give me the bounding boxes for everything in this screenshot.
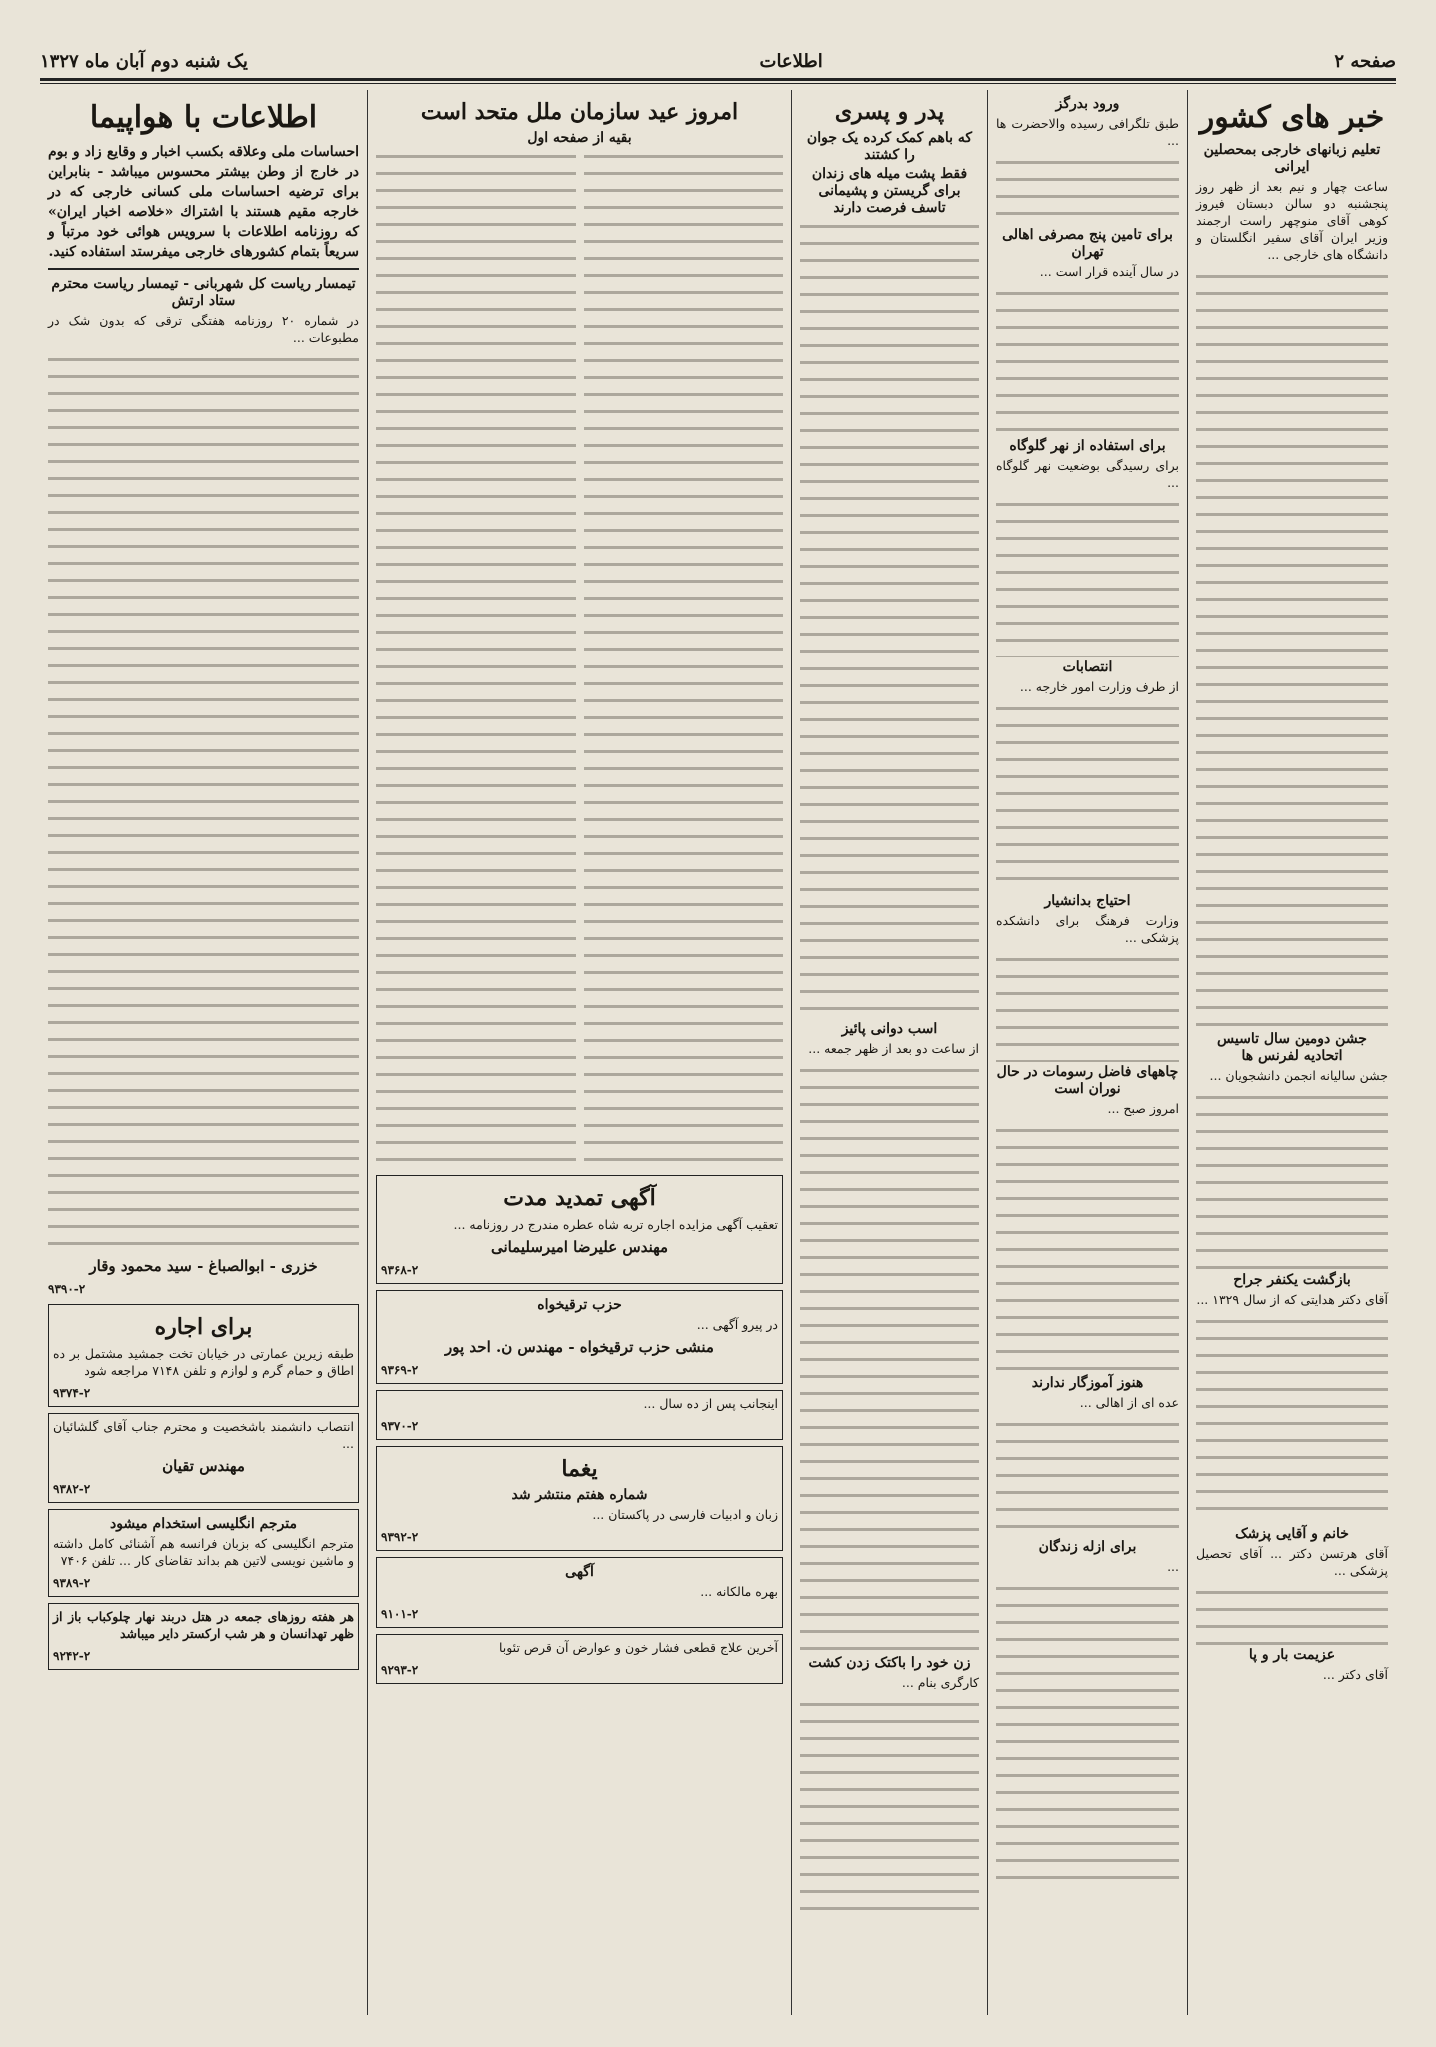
news-heading: عزیمت بار و پا (1248, 1647, 1336, 1663)
rent-title: برای اجاره (154, 1314, 253, 1340)
text-block (996, 1123, 1179, 1373)
news-text: آقای دکتر هدایتی که از سال ۱۳۲۹ ... (1196, 1292, 1388, 1307)
news-text: امروز صبح ... (1107, 1101, 1179, 1116)
appointment-signature: مهندس تقیان (162, 1457, 245, 1475)
text-block (800, 1063, 979, 1653)
translator-code: ۹۳۸۹-۲ (53, 1576, 91, 1590)
notice-body: در پیرو آگهی ... (696, 1317, 778, 1332)
notice-party (376, 1290, 783, 1384)
page-header (40, 48, 1396, 74)
crime-title: پدر و پسری (834, 99, 945, 125)
un-title: امروز عید سازمان ملل متحد است (420, 99, 739, 125)
letter-signature: خزری - ابوالصباغ - سید محمود وقار (89, 1257, 318, 1275)
notice-body: اینجانب پس از ده سال ... (643, 1396, 778, 1411)
news-heading: ورود بدرگز (1055, 96, 1120, 112)
rent-body: طبقه زیرین عمارتی در خیابان تخت جمشید مشتمل بر ده اطاق و حمام گرم و لوازم و تلفن ۷۱۴۸ مراجعه شود (53, 1346, 354, 1378)
notice-title: یغما (561, 1456, 598, 1482)
notice-personal (376, 1390, 783, 1440)
appointment-body: انتصاب دانشمند باشخصیت و محترم جناب آقای گلشائیان ... (53, 1419, 354, 1451)
column-airmail (40, 90, 368, 2015)
notice-code: ۹۳۶۹-۲ (381, 1363, 419, 1377)
text-block (376, 149, 576, 1169)
un-subtitle: بقیه از صفحه اول (527, 130, 632, 146)
notice-body: آخرین علاج قطعی فشار خون و عوارض آن قرص تئوبا (498, 1640, 778, 1655)
notice-title: حزب ترقیخواه (537, 1297, 622, 1313)
letter-title: تیمسار ریاست کل شهربانی - تیمسار ریاست محترم ستاد ارتش (51, 276, 356, 309)
news-heading: برای ازله زندگان (1038, 1539, 1137, 1555)
news-text: جشن سالیانه انجمن دانشجویان ... (1209, 1068, 1388, 1083)
news-text: آقای هرتسن دکتر ... آقای تحصیل پزشکی ... (1196, 1546, 1388, 1578)
notice-body: بهره مالکانه ... (700, 1584, 778, 1599)
news-text: ... (1167, 1559, 1179, 1574)
text-block (996, 155, 1179, 225)
text-block (800, 1697, 979, 1917)
notice-code: ۹۱۰۱-۲ (381, 1607, 419, 1621)
rent-ad (48, 1304, 359, 1407)
page-number: صفحه ۲ (1334, 50, 1396, 72)
text-block (48, 352, 359, 1252)
column-crime (792, 90, 988, 2015)
notice-title: آگهی تمدید مدت (503, 1185, 656, 1211)
news-heading: برای استفاده از نهر گلوگاه (1009, 438, 1166, 454)
translator-title: مترجم انگلیسی استخدام میشود (109, 1516, 298, 1532)
header-rule (40, 78, 1396, 81)
airmail-lead: احساسات ملی وعلاقه بکسب اخبار و وقایع زاد و بوم در خارج از وطن بیشتر محسوس میباشد - بنابراین برای ترضیه احساسات ملی کسانی خارجی که در خارجه مقیم هستند با اشتراك «خلاصه اخبار ایران» که روزنامه اطلاعات با سرویس هوائی خود مرتباً و سریعاً بتمام کشورهای خارجی میفرستد استفاده کنید. (48, 144, 359, 260)
notice-subtitle: شماره هفتم منتشر شد (511, 1487, 648, 1503)
news-heading: جشن دومین سال تاسیس اتحادیه لفرنس ها (1217, 1031, 1367, 1064)
text-block (996, 1417, 1179, 1537)
text-block (1196, 1090, 1388, 1270)
letter-body: در شماره ۲۰ روزنامه هفتگی ترقی که بدون شک در مطبوعات ... (48, 313, 359, 345)
news-heading: انتصابات (1062, 659, 1113, 675)
paper-name: اطلاعات (759, 50, 823, 72)
text-block (800, 219, 979, 1019)
notice-code: ۹۲۹۳-۲ (381, 1663, 419, 1677)
news-text: از طرف وزارت امور خارجه ... (1019, 679, 1179, 694)
column-un-day (368, 90, 792, 2015)
notice-body: زبان و ادبیات فارسی در پاکستان ... (592, 1507, 778, 1522)
news-heading: زن خود را باکتک زدن کشت (808, 1655, 971, 1671)
news-heading: هنوز آموزگار ندارند (1031, 1375, 1144, 1391)
text-block (1196, 1314, 1388, 1524)
text-block (996, 1581, 1179, 1881)
restaurant-ad (48, 1603, 359, 1670)
crime-tagline: فقط پشت میله های زندان برای گریستن و پشیمانی تاسف فرصت دارند (811, 166, 968, 216)
header-rule-thin (40, 83, 1396, 84)
crime-subtitle: که باهم کمک کرده یک جوان را کشتند (806, 130, 973, 163)
news-title: خبر های کشور (1199, 100, 1385, 135)
notice-extension (376, 1175, 783, 1284)
notice-code: ۹۳۹۲-۲ (381, 1530, 419, 1544)
notice-code: ۹۳۷۰-۲ (381, 1419, 419, 1433)
news-heading: اسب دوانی پائیز (841, 1021, 938, 1037)
airmail-title: اطلاعات با هواپیما (89, 100, 318, 135)
news-text: از ساعت دو بعد از ظهر جمعه ... (808, 1041, 979, 1056)
news-heading: برای تامین پنج مصرفی اهالی تهران (1002, 227, 1173, 260)
notice-title: آگهی (565, 1564, 594, 1580)
news-text: وزارت فرهنگ برای دانشکده پزشکی ... (996, 913, 1179, 945)
news-text: برای رسیدگی بوضعیت نهر گلوگاه ... (996, 458, 1179, 490)
text-block (996, 286, 1179, 436)
news-text: ساعت چهار و نیم بعد از ظهر روز پنجشنبه دو سالن دبستان فیروز کوهی آقای منوچهر راست ارجمند وزیر ایران آقای سفیر انگلستان و دانشگاه هاى خارجی ... (1196, 179, 1388, 262)
notice-signature: مهندس علیرضا امیرسلیمانی (490, 1238, 669, 1256)
rent-code: ۹۳۷۴-۲ (53, 1386, 91, 1400)
divider (48, 268, 359, 270)
appointment-ad (48, 1413, 359, 1503)
appointment-code: ۹۳۸۲-۲ (53, 1482, 91, 1496)
notice-ad (376, 1557, 783, 1628)
translator-body: مترجم انگلیسی که بزبان فرانسه هم آشنائی کامل داشته و ماشین نویسی لاتین هم بداند تقاضای کار ... تلفن ۷۴۰۶ (53, 1536, 354, 1568)
news-heading: بازگشت یکنفر جراح (1233, 1272, 1351, 1288)
news-text: کارگری بنام ... (901, 1675, 979, 1690)
translator-ad (48, 1509, 359, 1597)
notice-yaghma (376, 1446, 783, 1551)
news-text: آقای دکتر ... (1322, 1667, 1388, 1682)
text-block (1196, 1585, 1388, 1645)
column-news (1188, 90, 1396, 2015)
notice-signature: منشی حزب ترقیخواه - مهندس ن. احد پور (445, 1338, 714, 1356)
news-heading: تعلیم زبانهای خارجی بمحصلین ایرانی (1203, 142, 1381, 175)
text-block (996, 952, 1179, 1062)
column-news-2 (988, 90, 1188, 2015)
news-text: در سال آینده قرار است ... (1039, 264, 1179, 279)
letter-code: ۹۳۹۰-۲ (48, 1282, 86, 1296)
news-heading: خانم و آقایی پزشک (1235, 1526, 1349, 1542)
issue-date: یک شنبه دوم آبان ماه ۱۳۲۷ (40, 50, 248, 72)
news-heading: چاههای فاضل رسومات در حال نوران است (996, 1064, 1179, 1097)
notice-body: تعقیب آگهی مزایده اجاره تربه شاه عطره مندرج در روزنامه ... (453, 1217, 778, 1232)
restaurant-code: ۹۲۴۲-۲ (53, 1649, 91, 1663)
un-body (376, 149, 783, 1169)
columns (40, 90, 1396, 2015)
text-block (996, 497, 1179, 657)
news-text: عده ای از اهالی ... (1079, 1395, 1179, 1410)
news-text: طبق تلگرافی رسیده والاحضرت ها ... (996, 116, 1179, 148)
notice-medicine (376, 1634, 783, 1684)
notice-code: ۹۳۶۸-۲ (381, 1263, 419, 1277)
text-block (584, 149, 784, 1169)
text-block (996, 701, 1179, 891)
news-heading: احتیاج بدانشیار (1044, 893, 1131, 909)
restaurant-body: هر هفته روزهای جمعه در هتل دربند نهار چلوکباب باز از ظهر تهدانسان و هر شب ارکستر دایر میباشد (53, 1609, 354, 1641)
text-block (1196, 269, 1388, 1029)
